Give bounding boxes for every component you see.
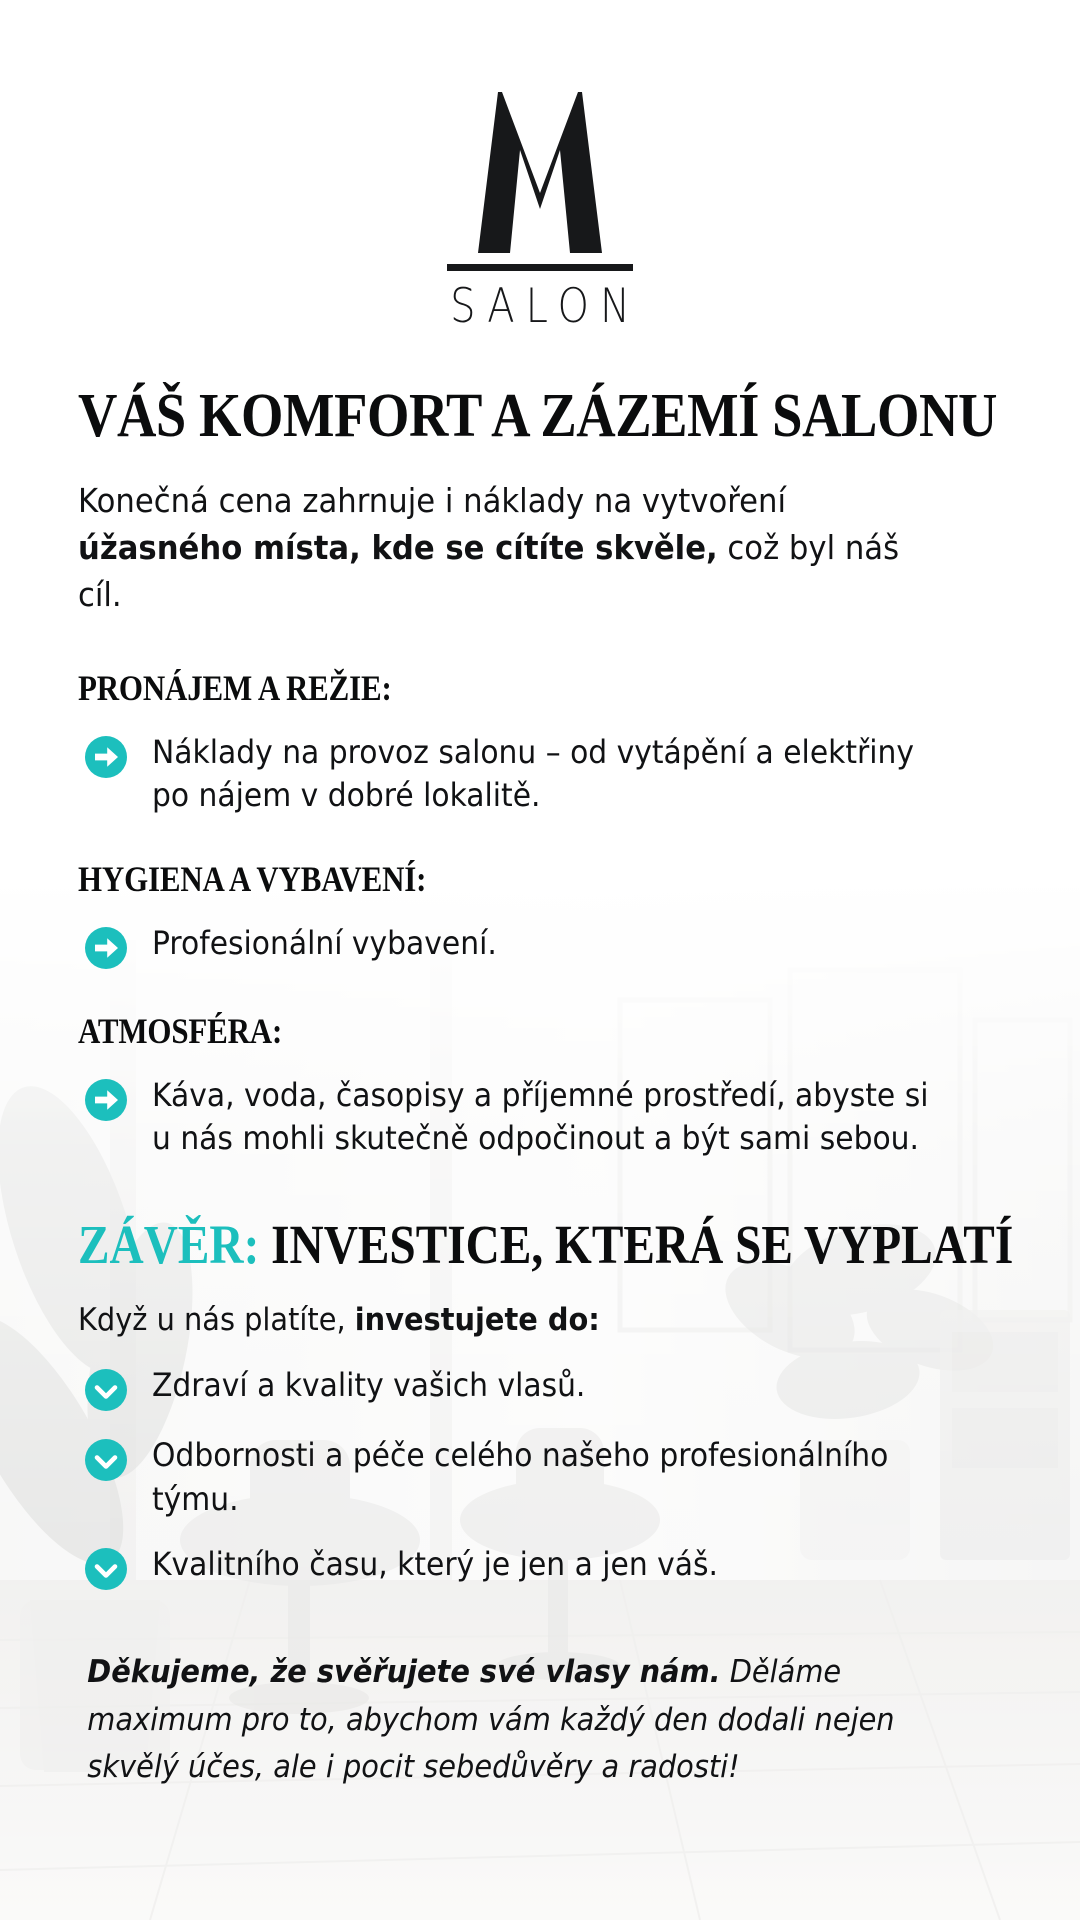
section-heading: ATMOSFÉRA: [78, 1010, 283, 1051]
list-item-text: Kvalitního času, který je jen a jen váš. [152, 1545, 718, 1584]
intro-text-part1: Konečná cena zahrnuje i náklady na vytvoření [78, 481, 787, 521]
intro-paragraph [78, 478, 915, 619]
list-item-text: Náklady na provoz salonu – od vytápění a elektřiny po nájem v dobré lokalitě. [152, 732, 915, 815]
list-item-text: Odbornosti a péče celého našeho profesionálního týmu. [152, 1436, 889, 1518]
arrow-right-circle-icon [84, 1078, 128, 1122]
intro-text-part2: což byl náš cíl. [78, 528, 900, 614]
section-bullet-list [78, 1074, 1002, 1161]
page-title: VÁŠ KOMFORT A ZÁZEMÍ SALONU [78, 382, 997, 450]
closing-title-accent: ZÁVĚR: [78, 1213, 260, 1275]
list-item-text: Profesionální vybavení. [152, 923, 497, 962]
section-pronajem [78, 667, 1002, 818]
closing-lead-normal: Když u nás platíte, [78, 1301, 355, 1338]
arrow-right-circle-icon [84, 926, 128, 970]
section-heading: PRONÁJEM A REŽIE: [78, 667, 392, 708]
closing-title [78, 1213, 1014, 1275]
outro-text-bold: Děkujeme, že svěřujete své vlasy nám. [87, 1654, 721, 1691]
list-item [78, 1364, 1002, 1412]
list-item [78, 731, 1002, 818]
list-item [78, 1074, 1002, 1161]
closing-bullet-list [78, 1364, 1002, 1591]
check-circle-icon [84, 1547, 128, 1591]
logo-wordmark: SALON [450, 279, 641, 334]
outro-text-rest: Děláme maximum pro to, abychom vám každý den dodali nejen skvělý účes, ale i pocit sebedůvěry a radosti! [87, 1654, 895, 1785]
brand-logo [0, 0, 1080, 334]
list-item [78, 1543, 1002, 1591]
list-item-text: Zdraví a kvality vašich vlasů. [152, 1366, 586, 1405]
logo-divider-rule [447, 264, 633, 271]
list-item [78, 1434, 1002, 1521]
list-item [78, 922, 1002, 970]
check-circle-icon [84, 1368, 128, 1412]
section-atmosfera [78, 1010, 1002, 1161]
check-circle-icon [84, 1438, 128, 1482]
section-bullet-list [78, 731, 1002, 818]
section-hygiena [78, 858, 1002, 970]
closing-lead [78, 1299, 937, 1342]
intro-text-bold: úžasného místa, kde se cítíte skvěle, [78, 528, 718, 568]
list-item-text: Káva, voda, časopisy a příjemné prostředí, abyste si u nás mohli skutečně odpočinout a být sami sebou. [152, 1075, 929, 1158]
section-heading: HYGIENA A VYBAVENÍ: [78, 858, 427, 899]
section-spacer [78, 1161, 1002, 1217]
closing-title-rest: INVESTICE, KTERÁ SE VYPLATÍ [259, 1213, 1014, 1275]
outro-paragraph [78, 1649, 896, 1790]
arrow-right-circle-icon [84, 735, 128, 779]
m-monogram-icon [436, 78, 644, 258]
section-bullet-list [78, 922, 1002, 970]
closing-lead-bold: investujete do: [354, 1301, 600, 1338]
